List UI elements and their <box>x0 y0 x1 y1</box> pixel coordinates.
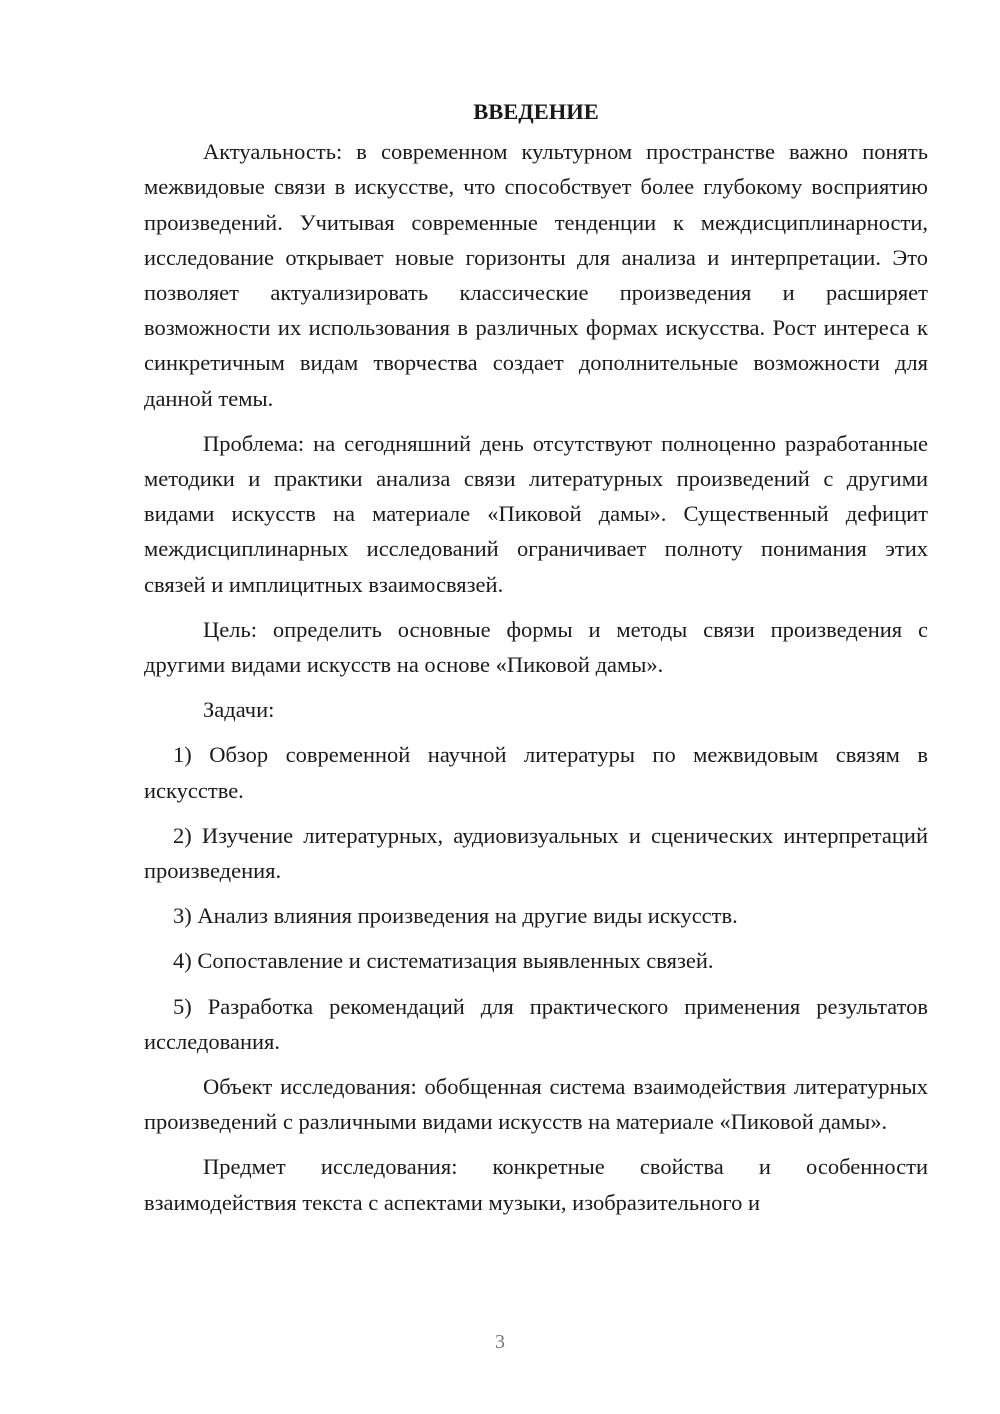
object-paragraph: Объект исследования: обобщенная система взаимодействия литературных произведений с различными видами искусств на материале «Пиковой дамы». <box>144 1074 928 1135</box>
page-number: 3 <box>495 1331 505 1353</box>
task-item: 3) Анализ влияния произведения на другие виды искусств. <box>173 903 738 929</box>
relevance-paragraph: Актуальность: в современном культурном пространстве важно понять межвидовые связи в искусстве, что способствует более глубокому восприятию произведений. Учитывая современные тенденции к междисциплинарности, исследование открывает новые горизонты для анализа и интерпретации. Это позволяет актуализировать классические произведения и расширяет возможности их использования в различных формах искусства. Рост интереса к синкретичным видам творчества создает дополнительные возможности для данной темы. <box>144 139 928 411</box>
section-title: ВВЕДЕНИЕ <box>473 99 599 124</box>
problem-paragraph: Проблема: на сегодняшний день отсутствуют полноценно разработанные методики и практики анализа связи литературных произведений с другими видами искусств на материале «Пиковой дамы». Существенный дефицит междисциплинарных исследований ограничивает полноту понимания этих связей и имплицитных взаимосвязей. <box>144 430 928 597</box>
goal-paragraph: Цель: определить основные формы и методы связи произведения с другими видами искусств на основе «Пиковой дамы». <box>144 616 928 678</box>
tasks-heading: Задачи: <box>203 697 275 723</box>
task-item: 4) Сопоставление и систематизация выявленных связей. <box>173 948 714 974</box>
task-item: 1) Обзор современной научной литературы по межвидовым связям в искусстве. <box>144 742 928 803</box>
task-item: 5) Разработка рекомендаций для практического применения результатов исследования. <box>144 993 928 1054</box>
task-item: 2) Изучение литературных, аудиовизуальных и сценических интерпретаций произведения. <box>144 822 928 884</box>
subject-paragraph: Предмет исследования: конкретные свойства и особенности взаимодействия текста с аспектами музыки, изобразительного и <box>144 1154 928 1215</box>
page-content <box>144 94 928 1230</box>
